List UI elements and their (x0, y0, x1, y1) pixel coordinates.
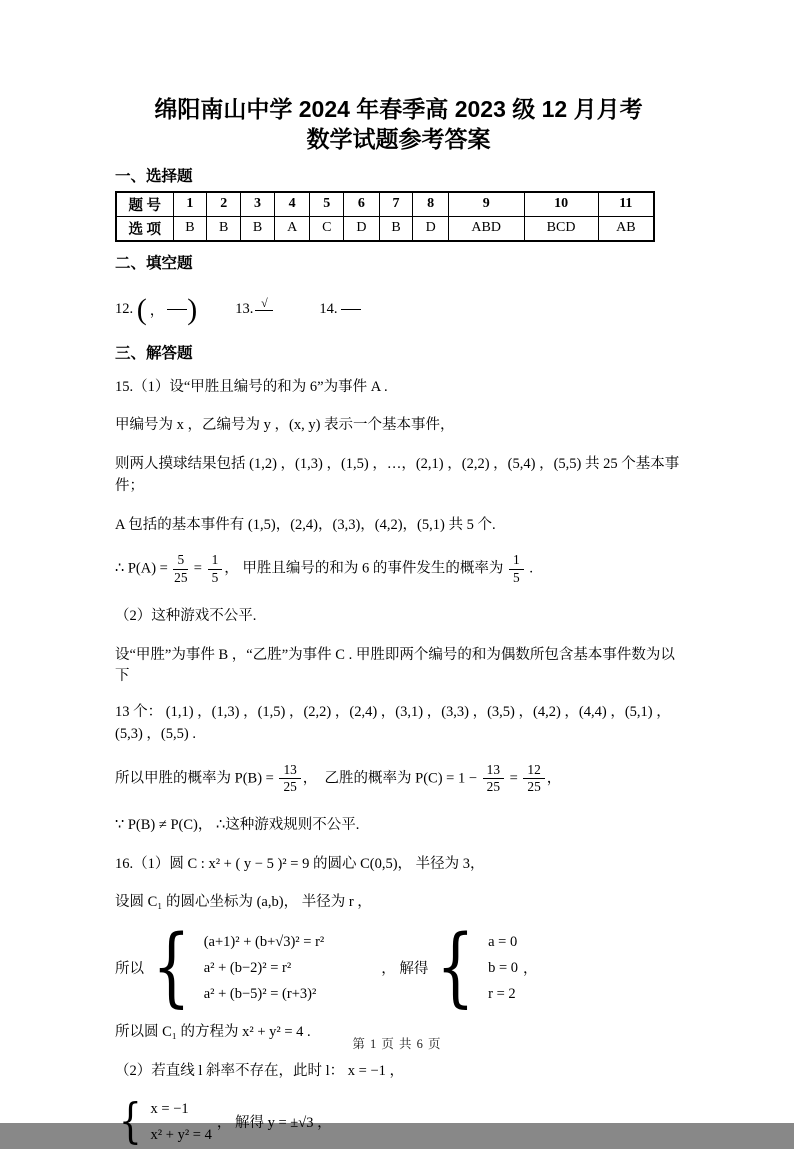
q13-fraction-bar (255, 310, 273, 311)
table-row-answers (116, 216, 654, 241)
row-label-question-number: 题 号 (116, 192, 173, 217)
p15-line-2: 甲编号为 x ，乙编号为 y ，(x, y) 表示一个基本事件， (115, 417, 455, 434)
answer-cell: A (274, 216, 309, 241)
q12-label: 12. (115, 301, 134, 318)
answer-cell: ABD (448, 216, 524, 241)
equation: x = −1 (150, 1100, 189, 1117)
section-heading-blank: 二、填空题 (115, 254, 193, 272)
equation: a² + (b−5)² = (r+3)² (203, 985, 317, 1002)
answer-cell: C (310, 216, 344, 241)
page-footer: 第 1 页 共 6 页 (352, 1037, 442, 1051)
question-number-cell: 5 (310, 192, 344, 217)
system-prefix: 所以 (115, 961, 144, 978)
p15-line-6: （2）这种游戏不公平. (115, 607, 257, 624)
q14-fraction-bar (341, 309, 361, 310)
title-line-2: 数学试题参考答案 (306, 126, 491, 153)
q13-radical-fraction (255, 297, 273, 322)
equation: a² + (b−2)² = r² (203, 959, 292, 976)
left-brace: { (152, 917, 191, 1018)
fraction: $\frac{13}{25}$ (483, 763, 504, 795)
question-number-cell: 8 (413, 192, 448, 217)
p16-line-2: 设圆 C₁ 的圆心坐标为 (a,b)， 半径为 r ， (115, 894, 372, 911)
p15-line-7: 设“甲胜”为事件 B ，“乙胜”为事件 C . 甲胜即两个编号的和为偶数所包含基本事件数为以下 (115, 646, 675, 685)
p16-line-3: 所以圆 C₁ 的方程为 x² + y² = 4 . (115, 1024, 311, 1041)
system-suffix: ， (523, 961, 538, 978)
p16-line-1: 16.（1）圆 C : x² + ( y − 5 )² = 9 的圆心 C(0,5)， 半径为 3， (115, 855, 485, 872)
system-equations (151, 1100, 212, 1144)
question-number-cell: 2 (207, 192, 241, 217)
question-number-cell: 9 (448, 192, 524, 217)
q12-open-paren: ( (136, 292, 147, 326)
table-row-question-numbers (116, 192, 654, 217)
left-brace: { (436, 917, 475, 1018)
answer-cell: BCD (524, 216, 598, 241)
equation: (a+1)² + (b+√3)² = r² (203, 933, 325, 950)
answer-cell: B (207, 216, 241, 241)
equation: r = 2 (488, 985, 516, 1002)
title-line-1: 绵阳南山中学 2024 年春季高 2023 级 12 月月考 (154, 96, 643, 122)
fraction: $\frac{13}{25}$ (279, 763, 300, 795)
p15-line-5: ∴ P(A) = $\frac{5}{25}$ = $\frac{1}{5}$ ， 甲胜且编号的和为 6 的事件发生的概率为 $\frac{1}{5}$ . (115, 552, 533, 586)
system-mid-text: ， 解得 (381, 961, 429, 978)
p16-equation-system (115, 917, 682, 1018)
system-solutions (488, 933, 518, 1003)
p15-line-9: 所以甲胜的概率为 P(B) = $\frac{13}{25}$ ， 乙胜的概率为 P(C) = 1 − $\frac{13}{25}$ = $\frac{12}{25}$ ， (115, 761, 562, 795)
answer-cell: B (379, 216, 413, 241)
section-heading-solution: 三、解答题 (115, 344, 193, 362)
section-heading-choice: 一、选择题 (115, 167, 193, 185)
answer-cell: B (173, 216, 207, 241)
equation: a = 0 (488, 933, 518, 950)
choice-answer-table (115, 191, 655, 242)
p15-line-3: 则两人摸球结果包括 (1,2) ，(1,3) ，(1,5) ，…，(2,1) ，(2,2) ，(5,4) ，(5,5) 共 25 个基本事件； (115, 456, 680, 494)
radical-icon: √ (261, 296, 268, 311)
question-number-cell: 3 (241, 192, 275, 217)
left-brace: { (118, 1093, 142, 1149)
fill-blank-answers (115, 289, 682, 331)
question-number-cell: 1 (173, 192, 207, 217)
p16-line-4: （2）若直线 l 斜率不存在，此时 l： x = −1 ， (115, 1063, 405, 1079)
row-label-answer-option: 选 项 (116, 216, 173, 241)
question-number-cell: 4 (274, 192, 309, 217)
fraction: $\frac{5}{25}$ (174, 552, 188, 586)
document-title (115, 94, 682, 155)
answer-cell: D (413, 216, 448, 241)
answer-cell: AB (598, 216, 654, 241)
p15-line-8: 13 个： (1,1) ，(1,3) ，(1,5) ，(2,2) ，(2,4) ，(3,1) ，(3,3) ，(3,5) ，(4,2) ，(4,4) ，(5,1) ，(5,3) ，(5,5) . (115, 704, 671, 742)
question-number-cell: 10 (524, 192, 598, 217)
q12-fraction-bar (167, 309, 187, 310)
question-number-cell: 6 (344, 192, 379, 217)
answer-cell: B (241, 216, 275, 241)
fraction: $\frac{1}{5}$ (208, 553, 223, 585)
system-result-text: ， 解得 y = ±√3 ， (216, 1115, 332, 1132)
p15-line-4: A 包括的基本事件有 (1,5)，(2,4)，(3,3)，(4,2)，(5,1) 共 5 个. (115, 516, 496, 533)
fraction: $\frac{1}{5}$ (509, 553, 524, 585)
system-equations (204, 933, 325, 1003)
q13-label: 13. (235, 301, 254, 318)
q12-comma: ， (149, 303, 165, 320)
question-number-cell: 7 (379, 192, 413, 217)
fraction: $\frac{12}{25}$ (523, 763, 544, 795)
p15-line-1: 15.（1）设“甲胜且编号的和为 6”为事件 A . (115, 378, 388, 395)
equation: b = 0 (488, 959, 519, 976)
q14-label: 14. (319, 301, 338, 318)
answer-cell: D (344, 216, 379, 241)
p16-second-system (115, 1093, 682, 1149)
equation: x² + y² = 4 (150, 1126, 212, 1143)
p15-line-10: ∵ P(B) ≠ P(C)， ∴这种游戏规则不公平. (115, 816, 360, 833)
question-number-cell: 11 (598, 192, 654, 217)
q12-close-paren: ) (187, 292, 198, 326)
